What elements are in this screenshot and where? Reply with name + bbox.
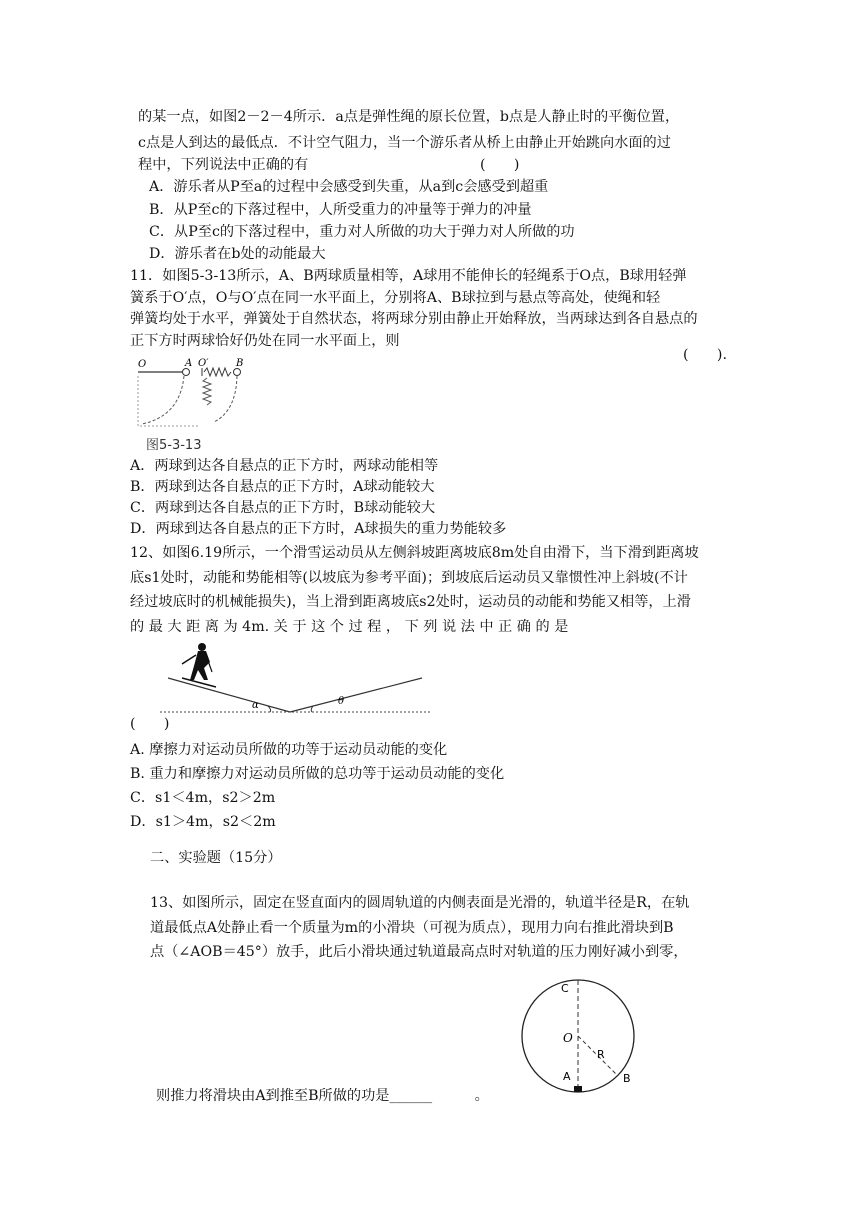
q13-text-line-1: 13、如图所示，固定在竖直面内的圆周轨道的内侧表面是光滑的，轨道半径是R，在轨 — [150, 895, 690, 911]
q11-option-b: B．两球到达各自悬点的正下方时，A球动能较大 — [130, 479, 435, 495]
q13-text-line-4: 则推力将滑块由A到推至B所做的功是______ 。 — [156, 1088, 489, 1104]
q11-pendulum-figure — [128, 356, 258, 430]
label-b: B — [623, 1072, 631, 1085]
q11-text-line-2: 簧系于O′点，O与O′点在同一水平面上，分别将A、B球拉到与悬点等高处，使绳和轻 — [130, 290, 661, 306]
q13-text-line-2: 道最低点A处静止看一个质量为m的小滑块（可视为质点），现用力向右推此滑块到B — [150, 920, 674, 936]
right-slope — [290, 678, 422, 712]
label-alpha: α — [252, 700, 259, 711]
q12-option-d: D．s1＞4m，s2＜2m — [130, 814, 276, 830]
q11-text-line-3: 弹簧均处于水平，弹簧处于自然状态，将两球分别由静止开始释放，当两球达到各自悬点的 — [130, 311, 698, 327]
q11-figure-caption: 图5-3-13 — [146, 438, 202, 453]
q10-option-a: A．游乐者从P至a的过程中会感受到失重，从a到c会感受到超重 — [149, 179, 549, 195]
q12-text-line-4: 的 最 大 距 离 为 4m. 关 于 这 个 过 程 ， 下 列 说 法 中 正 确 的 是 — [130, 619, 569, 635]
section-2-title: 二、实验题（15分） — [150, 850, 282, 866]
q10-intro-line-1: 的某一点，如图2－2－4所示．a点是弹性绳的原长位置，b点是人静止时的平衡位置， — [138, 109, 680, 125]
spring-vertical — [203, 378, 211, 405]
q10-option-c: C．从P至c的下落过程中，重力对人所做的功大于弹力对人所做的功 — [149, 224, 575, 240]
q12-option-a: A. 摩擦力对运动员所做的功等于运动员动能的变化 — [130, 742, 448, 758]
q12-answer-blank: ( ) — [130, 716, 170, 732]
q10-intro-line-2: c点是人到达的最低点．不计空气阻力，当一个游乐者从桥上由静止开始跳向水面的过 — [138, 135, 671, 151]
q10-intro-line-3: 程中，下列说法中正确的有 — [138, 157, 309, 173]
q11-answer-blank: ( ). — [683, 347, 727, 363]
q12-skier-figure — [160, 640, 440, 720]
ball-a — [183, 369, 190, 376]
label-r: R — [597, 1048, 605, 1061]
left-slope — [168, 678, 290, 712]
rope-arc — [142, 376, 184, 424]
q12-option-b: B. 重力和摩擦力对运动员所做的总功等于运动员动能的变化 — [130, 766, 505, 782]
q11-option-d: D．两球到达各自悬点的正下方时，A球损失的重力势能较多 — [130, 521, 507, 537]
q11-option-c: C．两球到达各自悬点的正下方时，B球动能较大 — [130, 500, 436, 516]
q10-option-b: B．从P至c的下落过程中，人所受重力的冲量等于弹力的冲量 — [149, 202, 532, 218]
q10-answer-blank: ( ) — [480, 157, 520, 173]
q12-text-line-1: 12、如图6.19所示，一个滑雪运动员从左侧斜坡距离坡底8m处自由滑下，当下滑到距离坡 — [130, 545, 699, 561]
q13-circle-track-figure — [505, 966, 665, 1096]
spring-horizontal — [204, 368, 231, 376]
q10-option-d: D．游乐者在b处的动能最大 — [149, 246, 326, 262]
guide-line — [138, 376, 198, 426]
slider-block — [574, 1086, 582, 1092]
label-o: O — [563, 1031, 573, 1045]
q12-option-c: C．s1＜4m，s2＞2m — [130, 790, 276, 806]
q11-text-line-4: 正下方时两球恰好仍处在同一水平面上，则 — [130, 333, 400, 349]
spring-arc — [214, 376, 237, 422]
ball-b — [234, 369, 241, 376]
label-a: A — [563, 1070, 571, 1083]
q12-text-line-2: 底s1处时，动能和势能相等(以坡底为参考平面)；到坡底后运动员又靠惯性冲上斜坡(不计 — [130, 570, 688, 586]
label-b: B — [236, 358, 244, 369]
label-o: O — [138, 359, 147, 370]
q11-option-a: A．两球到达各自悬点的正下方时，两球动能相等 — [130, 458, 439, 474]
q13-text-line-3: 点（∠AOB＝45°）放手，此后小滑块通过轨道最高点时对轨道的压力刚好减小到零， — [150, 944, 688, 960]
label-c: C — [561, 982, 569, 995]
skier-icon — [182, 643, 216, 687]
q12-text-line-3: 经过坡底时的机械能损失)，当上滑到距离坡底s2处时，运动员的动能和势能又相等，上滑 — [130, 594, 691, 610]
label-o-prime: O′ — [198, 358, 209, 369]
label-theta: θ — [338, 696, 345, 707]
label-a: A — [185, 358, 193, 369]
q11-text-line-1: 11．如图5-3-13所示，A、B两球质量相等，A球用不能伸长的轻绳系于O点，B球用轻弹 — [130, 268, 687, 284]
